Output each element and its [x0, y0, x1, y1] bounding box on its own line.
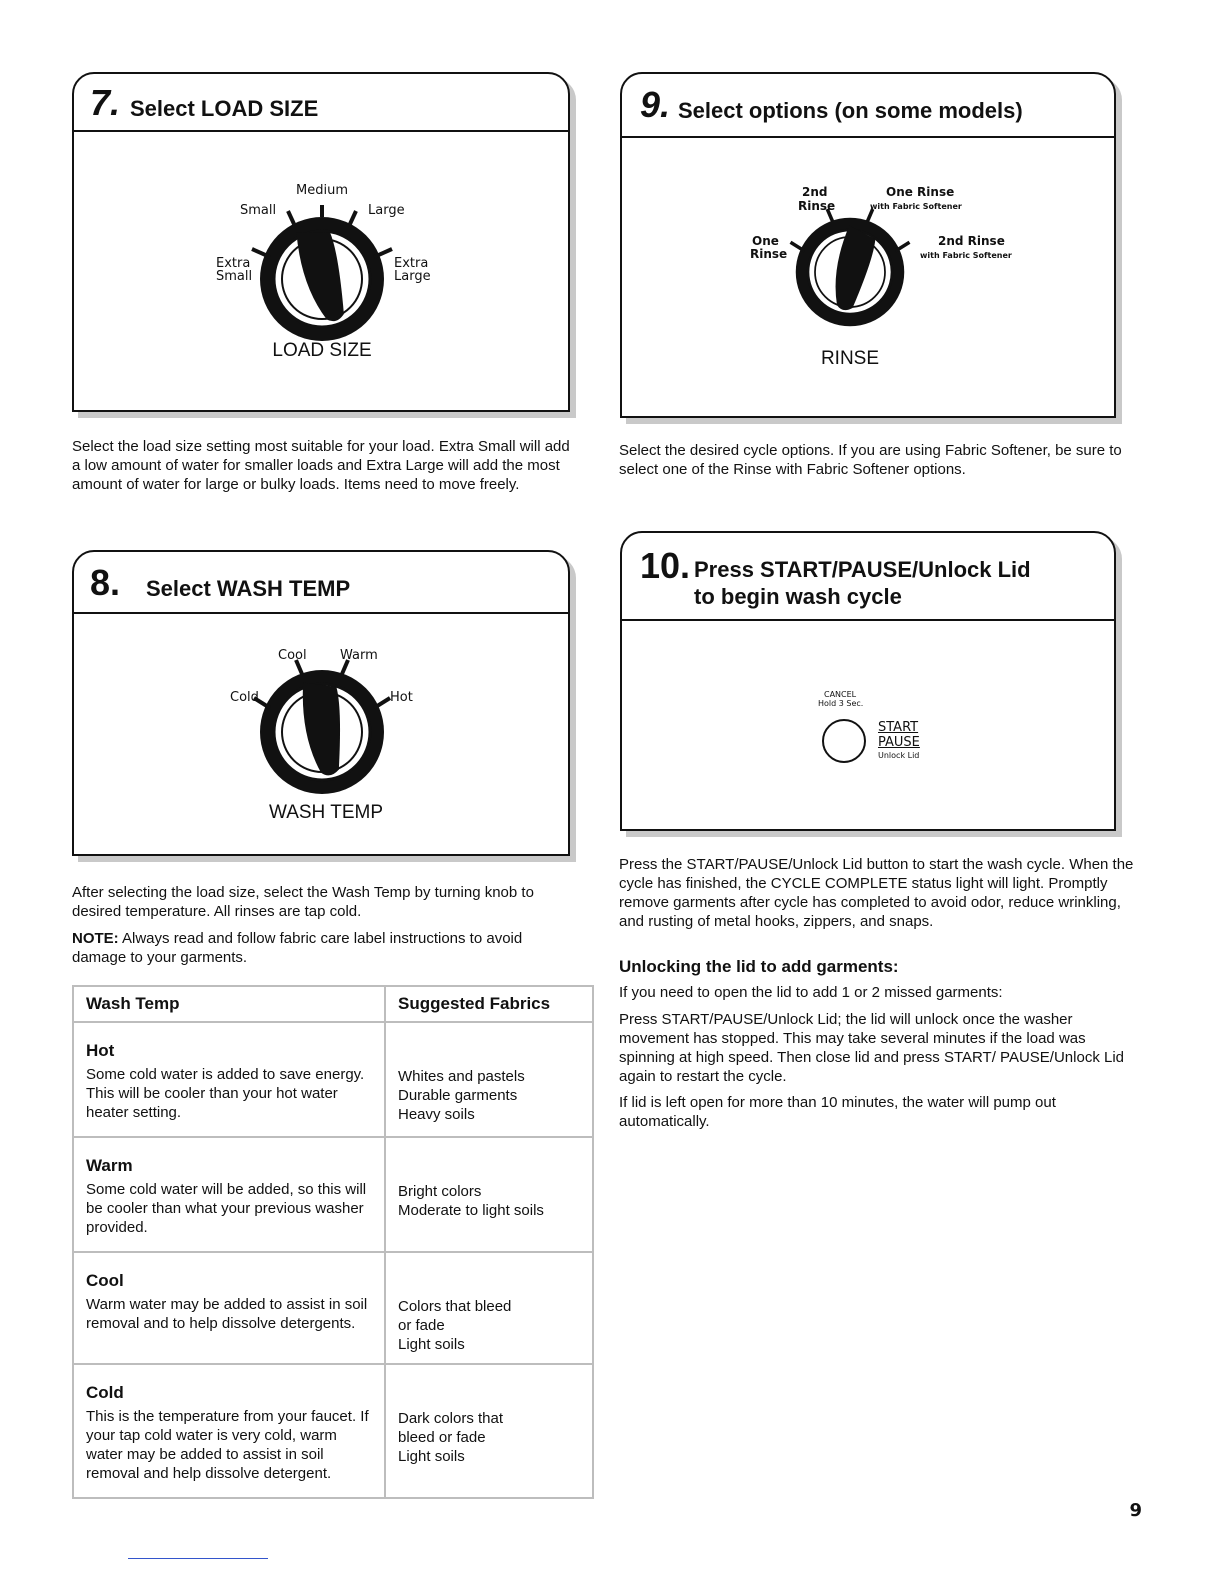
start-label: START [878, 720, 919, 735]
step10-number: 10. [640, 545, 691, 586]
step10-title-2: to begin wash cycle [694, 584, 902, 609]
step10-title-1: Press START/PAUSE/Unlock Lid [694, 557, 1031, 582]
label-extra-large-1: Extra [394, 256, 429, 271]
row-desc: Warm water may be added to assist in soil removal and to help dissolve detergents. [86, 1296, 368, 1332]
step10-p2: Press START/PAUSE/Unlock Lid; the lid will unlock once the washer movement has stopped. This may take several minutes if the load was spinning at high speed. Then close lid and press START/ PAUSE/Unlock Lid again to restart the cycle. [619, 1011, 1124, 1085]
page-number: 9 [1129, 1500, 1142, 1521]
label-cool: Cool [278, 648, 307, 663]
note-text: Always read and follow fabric care label instructions to avoid damage to your garments. [72, 930, 523, 966]
load-size-dial-name: LOAD SIZE [272, 340, 372, 361]
table-row [73, 1022, 593, 1137]
row-name: Warm [86, 1156, 133, 1175]
unlock-label: Unlock Lid [878, 751, 920, 760]
row-name: Hot [86, 1041, 115, 1060]
row-fabrics: Bright colors Moderate to light soils [398, 1183, 544, 1219]
step7-panel [72, 72, 570, 412]
row-desc: Some cold water is added to save energy. This will be cooler than your hot water heater setting. [86, 1066, 365, 1121]
step8-title: Select WASH TEMP [146, 576, 351, 601]
pause-label: PAUSE [878, 735, 920, 750]
label-2nd-rinse-1: 2nd [802, 185, 828, 199]
label-2nd-rinse-fs-1: 2nd Rinse [938, 234, 1005, 248]
row-desc: Some cold water will be added, so this will be cooler than what your previous washer provided. [86, 1181, 367, 1236]
label-cold: Cold [230, 690, 259, 705]
table-header-fabrics: Suggested Fabrics [385, 986, 593, 1022]
table-header-temp: Wash Temp [73, 986, 385, 1022]
footer-rule [128, 1558, 268, 1559]
step9-title: Select options (on some models) [678, 98, 1023, 123]
step9-text: Select the desired cycle options. If you are using Fabric Softener, be sure to select one of the Rinse with Fabric Softener options. [619, 442, 1122, 478]
row-desc: This is the temperature from your faucet. If your tap cold water is very cold, warm water may be added to assist in soil removal and help dissolve detergent. [86, 1408, 369, 1482]
step9-panel [620, 72, 1116, 418]
label-2nd-rinse-2: Rinse [798, 199, 836, 213]
row-fabrics: Colors that bleed or fade Light soils [398, 1298, 512, 1353]
note-label: NOTE: [72, 930, 119, 947]
step8-number: 8. [90, 562, 121, 603]
step9-header [622, 74, 1114, 138]
step7-text: Select the load size setting most suitable for your load. Extra Small will add a low amount of water for smaller loads and Extra Large will add the most amount of water for large or bulky loads. Items need to move freely. [72, 438, 570, 493]
step8-header [74, 552, 568, 614]
unlocking-subheading: Unlocking the lid to add garments: [619, 957, 899, 976]
table-row [73, 1252, 593, 1364]
label-extra-small-2: Small [216, 269, 253, 284]
rinse-dial [780, 202, 920, 342]
label-medium: Medium [296, 183, 348, 198]
rinse-dial-name: RINSE [820, 348, 880, 369]
step8-note [72, 929, 572, 967]
start-pause-button[interactable] [822, 719, 866, 763]
wash-temp-table [72, 985, 594, 1499]
label-2nd-rinse-fs-2: with Fabric Softener [920, 251, 1012, 260]
label-hot: Hot [390, 690, 413, 705]
step10-panel [620, 531, 1116, 831]
row-name: Cool [86, 1271, 124, 1290]
label-extra-small-1: Extra [216, 256, 251, 271]
label-one-rinse-fs-1: One Rinse [886, 185, 955, 199]
step8-panel [72, 550, 570, 856]
table-row [73, 1137, 593, 1252]
cancel-label: CANCEL [824, 690, 857, 699]
label-extra-large-2: Large [394, 269, 431, 284]
label-large: Large [368, 203, 405, 218]
label-small: Small [240, 203, 277, 218]
step10-text: Press the START/PAUSE/Unlock Lid button to start the wash cycle. When the cycle has finished, the CYCLE COMPLETE status light will light. Promptly remove garments after cycle has completed to avoid odor, reduce wrinkling, and rusting of metal hooks, zippers, and snaps. [619, 856, 1134, 930]
step7-header [74, 74, 568, 132]
table-row [73, 1364, 593, 1498]
row-fabrics: Whites and pastels Durable garments Heavy soils [398, 1068, 525, 1123]
label-warm: Warm [340, 648, 378, 663]
row-name: Cold [86, 1383, 124, 1402]
step7-number: 7. [90, 82, 121, 123]
label-one-rinse-1: One [752, 234, 779, 248]
step9-number: 9. [640, 84, 671, 125]
step10-header [622, 533, 1114, 621]
step10-p3: If lid is left open for more than 10 minutes, the water will pump out automatically. [619, 1094, 1056, 1130]
step8-text: After selecting the load size, select the Wash Temp by turning knob to desired temperature. All rinses are tap cold. [72, 884, 534, 920]
wash-temp-dial [242, 652, 402, 812]
row-fabrics: Dark colors that bleed or fade Light soils [398, 1410, 504, 1465]
step10-p1: If you need to open the lid to add 1 or 2 missed garments: [619, 984, 1003, 1001]
wash-temp-dial-name: WASH TEMP [268, 802, 383, 823]
load-size-dial [242, 199, 402, 359]
step7-title: Select LOAD SIZE [130, 96, 319, 121]
label-one-rinse-2: Rinse [750, 247, 788, 261]
hold-label: Hold 3 Sec. [818, 699, 864, 708]
label-one-rinse-fs-2: with Fabric Softener [870, 202, 962, 211]
